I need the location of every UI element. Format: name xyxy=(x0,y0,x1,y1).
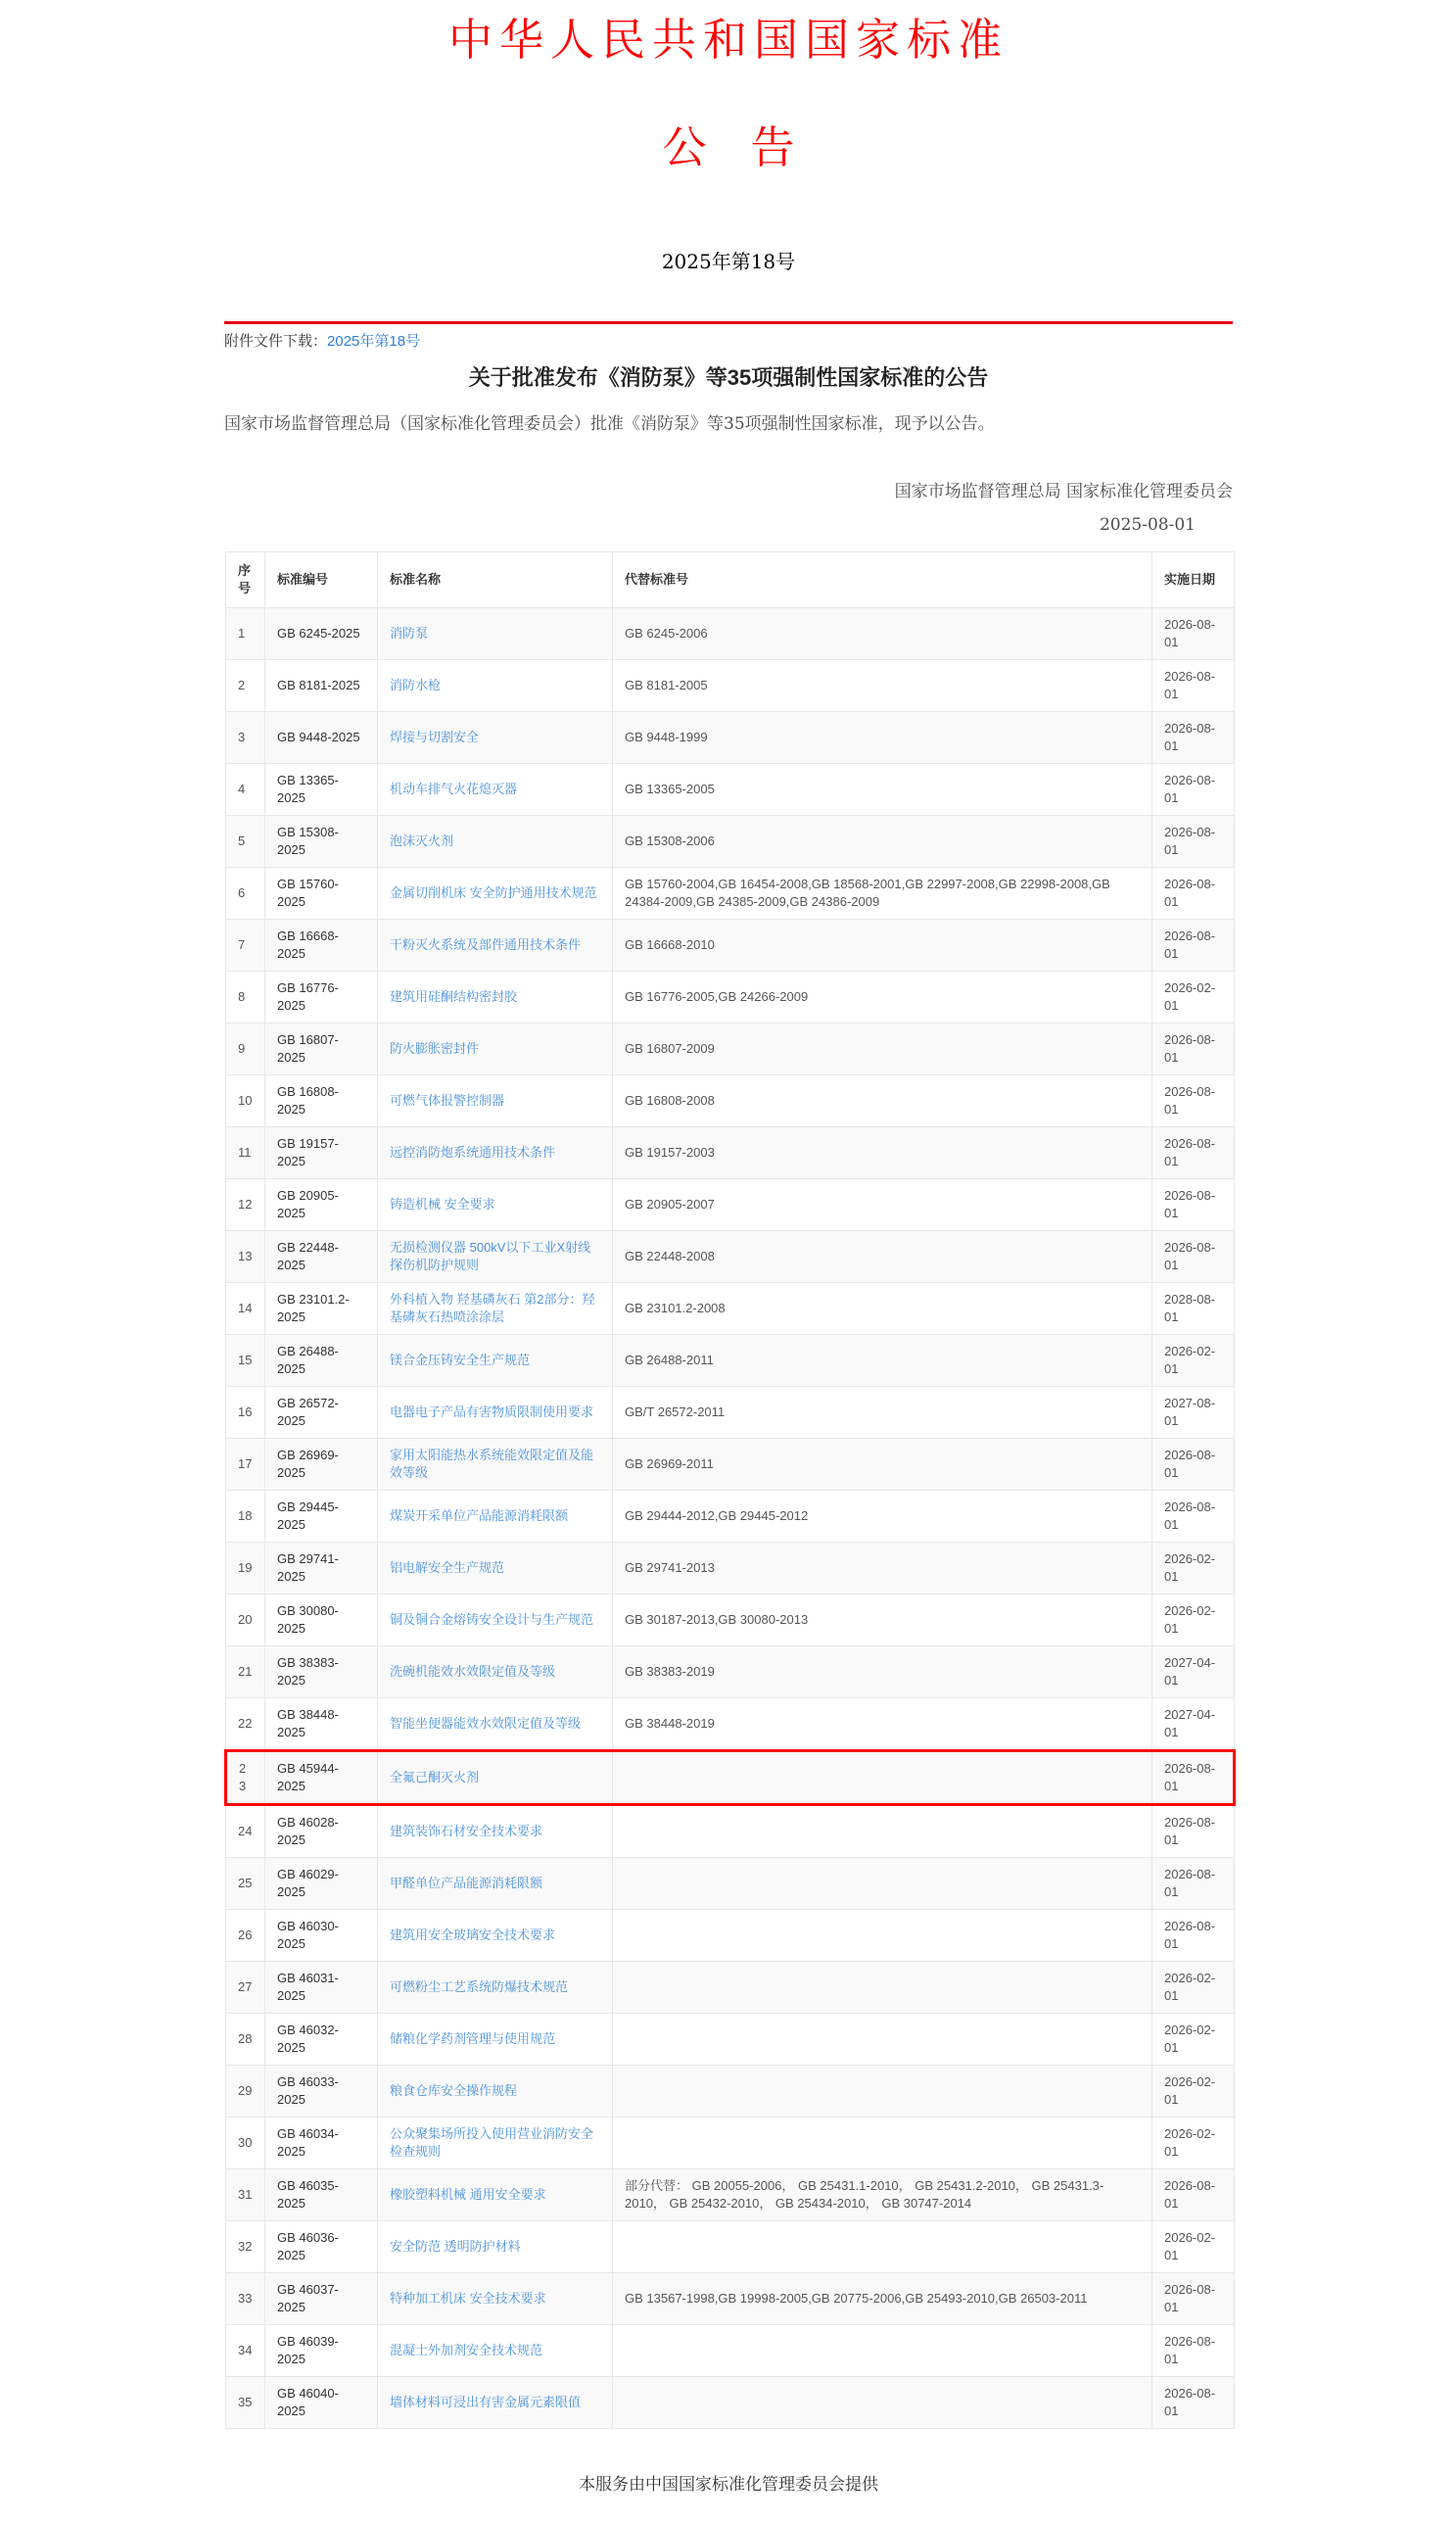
standard-name-link[interactable]: 泡沫灭火剂 xyxy=(390,833,454,848)
standard-code-cell: GB 46035-2025 xyxy=(265,2169,378,2221)
table-row xyxy=(226,816,1235,868)
implementation-date-cell: 2026-08-01 xyxy=(1152,712,1235,764)
row-index-cell: 18 xyxy=(226,1491,265,1543)
implementation-date-cell: 2026-08-01 xyxy=(1152,1805,1235,1858)
table-row xyxy=(226,2377,1235,2429)
implementation-date-cell: 2026-08-01 xyxy=(1152,764,1235,816)
table-row xyxy=(226,1231,1235,1283)
row-index-cell: 9 xyxy=(226,1023,265,1075)
table-row xyxy=(226,1439,1235,1491)
standard-code-cell: GB 46029-2025 xyxy=(265,1858,378,1910)
standard-name-link[interactable]: 消防水枪 xyxy=(390,678,442,692)
row-index-cell: 25 xyxy=(226,1858,265,1910)
replaced-standards-cell: GB/T 26572-2011 xyxy=(613,1387,1152,1439)
standard-name-link[interactable]: 洗碗机能效水效限定值及等级 xyxy=(390,1664,556,1679)
standard-code-cell: GB 46036-2025 xyxy=(265,2221,378,2273)
page-footer: 本服务由中国国家标准化管理委员会提供 xyxy=(579,2475,878,2494)
implementation-date-cell: 2026-02-01 xyxy=(1152,1962,1235,2014)
replaced-standards-cell xyxy=(613,2221,1152,2273)
standard-code-cell: GB 15760-2025 xyxy=(265,868,378,920)
standard-code-cell: GB 29741-2025 xyxy=(265,1543,378,1594)
implementation-date-cell: 2026-02-01 xyxy=(1152,2066,1235,2118)
table-row xyxy=(226,764,1235,816)
standard-name-cell xyxy=(378,1127,613,1179)
row-index-cell: 17 xyxy=(226,1439,265,1491)
table-row xyxy=(226,608,1235,660)
standard-name-cell xyxy=(378,1075,613,1127)
replaced-standards-cell: GB 16776-2005,GB 24266-2009 xyxy=(613,972,1152,1023)
standard-code-cell: GB 46028-2025 xyxy=(265,1805,378,1858)
standard-name-cell xyxy=(378,1387,613,1439)
standard-name-cell xyxy=(378,972,613,1023)
implementation-date-cell: 2026-02-01 xyxy=(1152,1335,1235,1387)
replaced-standards-cell xyxy=(613,2325,1152,2377)
column-header-replaced-standards: 代替标准号 xyxy=(613,552,1152,608)
standard-name-cell xyxy=(378,2169,613,2221)
standard-name-cell xyxy=(378,2118,613,2169)
standard-code-cell: GB 23101.2-2025 xyxy=(265,1283,378,1335)
implementation-date-cell: 2026-08-01 xyxy=(1152,1439,1235,1491)
table-row xyxy=(226,2014,1235,2066)
standard-name-link[interactable]: 电器电子产品有害物质限制使用要求 xyxy=(390,1404,594,1419)
implementation-date-cell: 2026-08-01 xyxy=(1152,1179,1235,1231)
table-row xyxy=(226,2118,1235,2169)
row-index-cell: 16 xyxy=(226,1387,265,1439)
replaced-standards-cell xyxy=(613,1858,1152,1910)
row-index-cell: 6 xyxy=(226,868,265,920)
standard-name-cell xyxy=(378,2377,613,2429)
replaced-standards-cell xyxy=(613,2066,1152,2118)
standard-name-link[interactable]: 甲醛单位产品能源消耗限额 xyxy=(390,1876,543,1890)
standard-name-link[interactable]: 智能坐便器能效水效限定值及等级 xyxy=(390,1716,582,1731)
table-row xyxy=(226,1858,1235,1910)
standard-code-cell: GB 46032-2025 xyxy=(265,2014,378,2066)
table-row xyxy=(226,1335,1235,1387)
row-index-cell: 1 xyxy=(226,608,265,660)
table-row xyxy=(226,1283,1235,1335)
standard-name-cell xyxy=(378,1023,613,1075)
standard-name-link[interactable]: 建筑用硅酮结构密封胶 xyxy=(390,989,518,1004)
implementation-date-cell: 2026-02-01 xyxy=(1152,2118,1235,2169)
standard-code-cell: GB 6245-2025 xyxy=(265,608,378,660)
announcement-heading: 关于批准发布《消防泵》等35项强制性国家标准的公告 xyxy=(468,365,989,390)
row-index-cell: 13 xyxy=(226,1231,265,1283)
standard-name-link[interactable]: 建筑用安全玻璃安全技术要求 xyxy=(390,1927,556,1942)
replaced-standards-cell xyxy=(613,2377,1152,2429)
attachment-download-row xyxy=(224,332,1233,352)
standard-name-cell xyxy=(378,1910,613,1962)
row-index-cell: 21 xyxy=(226,1646,265,1698)
row-index-cell: 35 xyxy=(226,2377,265,2429)
replaced-standards-cell: GB 26969-2011 xyxy=(613,1439,1152,1491)
row-index-cell: 24 xyxy=(226,1805,265,1858)
implementation-date-cell: 2026-08-01 xyxy=(1152,1491,1235,1543)
row-index-cell: 22 xyxy=(226,1698,265,1751)
implementation-date-cell: 2026-02-01 xyxy=(1152,1594,1235,1646)
standard-name-cell xyxy=(378,868,613,920)
standard-code-cell: GB 16808-2025 xyxy=(265,1075,378,1127)
implementation-date-cell: 2026-08-01 xyxy=(1152,1075,1235,1127)
implementation-date-cell: 2026-08-01 xyxy=(1152,660,1235,712)
replaced-standards-cell: GB 22448-2008 xyxy=(613,1231,1152,1283)
standard-name-link[interactable]: 远控消防炮系统通用技术条件 xyxy=(390,1145,556,1160)
replaced-standards-cell xyxy=(613,2118,1152,2169)
standard-name-cell xyxy=(378,816,613,868)
implementation-date-cell: 2026-08-01 xyxy=(1152,1751,1235,1805)
implementation-date-cell: 2027-04-01 xyxy=(1152,1646,1235,1698)
replaced-standards-cell xyxy=(613,1751,1152,1805)
standard-name-cell xyxy=(378,2066,613,2118)
replaced-standards-cell: GB 26488-2011 xyxy=(613,1335,1152,1387)
row-index-cell: 27 xyxy=(226,1962,265,2014)
replaced-standards-cell xyxy=(613,1805,1152,1858)
standard-code-cell: GB 13365-2025 xyxy=(265,764,378,816)
implementation-date-cell: 2026-08-01 xyxy=(1152,2169,1235,2221)
implementation-date-cell: 2026-08-01 xyxy=(1152,608,1235,660)
standard-code-cell: GB 30080-2025 xyxy=(265,1594,378,1646)
standard-code-cell: GB 46030-2025 xyxy=(265,1910,378,1962)
standard-name-cell xyxy=(378,1179,613,1231)
standard-code-cell: GB 46031-2025 xyxy=(265,1962,378,2014)
standard-code-cell: GB 46034-2025 xyxy=(265,2118,378,2169)
red-divider xyxy=(224,321,1233,324)
implementation-date-cell: 2026-08-01 xyxy=(1152,1858,1235,1910)
standards-table xyxy=(224,551,1236,2429)
standard-name-link[interactable]: 特种加工机床 安全技术要求 xyxy=(390,2291,546,2306)
standard-name-link[interactable]: 煤炭开采单位产品能源消耗限额 xyxy=(390,1508,569,1523)
table-row xyxy=(226,2066,1235,2118)
row-index-cell: 8 xyxy=(226,972,265,1023)
column-header-implementation-date: 实施日期 xyxy=(1152,552,1235,608)
table-row xyxy=(226,712,1235,764)
replaced-standards-cell: GB 15308-2006 xyxy=(613,816,1152,868)
standard-code-cell: GB 22448-2025 xyxy=(265,1231,378,1283)
row-index-cell: 26 xyxy=(226,1910,265,1962)
replaced-standards-cell: GB 19157-2003 xyxy=(613,1127,1152,1179)
table-row xyxy=(226,1179,1235,1231)
table-row xyxy=(226,2169,1235,2221)
standard-name-cell xyxy=(378,1335,613,1387)
table-row xyxy=(226,1962,1235,2014)
standard-name-cell xyxy=(378,1543,613,1594)
replaced-standards-cell: GB 38383-2019 xyxy=(613,1646,1152,1698)
standard-name-link[interactable]: 镁合金压铸安全生产规范 xyxy=(390,1353,531,1367)
table-row xyxy=(226,1023,1235,1075)
replaced-standards-cell: GB 30187-2013,GB 30080-2013 xyxy=(613,1594,1152,1646)
standard-name-link[interactable]: 机动车排气火花熄灭器 xyxy=(390,782,518,796)
implementation-date-cell: 2028-08-01 xyxy=(1152,1283,1235,1335)
standard-name-cell xyxy=(378,2273,613,2325)
row-index-cell: 11 xyxy=(226,1127,265,1179)
announcement-subtitle: 公 告 xyxy=(662,121,795,173)
standard-name-cell xyxy=(378,1962,613,2014)
implementation-date-cell: 2026-08-01 xyxy=(1152,1127,1235,1179)
row-index-cell: 31 xyxy=(226,2169,265,2221)
replaced-standards-cell: GB 16807-2009 xyxy=(613,1023,1152,1075)
replaced-standards-cell xyxy=(613,2014,1152,2066)
standard-code-cell: GB 46039-2025 xyxy=(265,2325,378,2377)
table-row xyxy=(226,972,1235,1023)
implementation-date-cell: 2026-08-01 xyxy=(1152,2273,1235,2325)
replaced-standards-cell xyxy=(613,1962,1152,2014)
replaced-standards-cell: GB 13567-1998,GB 19998-2005,GB 20775-2006,GB 25493-2010,GB 26503-2011 xyxy=(613,2273,1152,2325)
standard-name-cell xyxy=(378,2325,613,2377)
table-row xyxy=(226,1127,1235,1179)
table-header-row xyxy=(226,552,1235,608)
replaced-standards-cell xyxy=(613,1910,1152,1962)
standard-name-link[interactable]: 可燃气体报警控制器 xyxy=(390,1093,505,1108)
table-row xyxy=(226,1805,1235,1858)
row-index-cell: 14 xyxy=(226,1283,265,1335)
standard-code-cell: GB 16776-2025 xyxy=(265,972,378,1023)
row-index-cell: 33 xyxy=(226,2273,265,2325)
standard-name-cell xyxy=(378,1805,613,1858)
replaced-standards-cell: GB 16668-2010 xyxy=(613,920,1152,972)
standard-name-cell xyxy=(378,764,613,816)
standard-code-cell: GB 46040-2025 xyxy=(265,2377,378,2429)
standard-name-link[interactable]: 外科植入物 羟基磷灰石 第2部分：羟基磷灰石热喷涂涂层 xyxy=(390,1292,595,1324)
publish-date: 2025-08-01 xyxy=(1099,515,1196,535)
table-row xyxy=(226,2221,1235,2273)
table-row xyxy=(226,1387,1235,1439)
standard-code-cell: GB 16807-2025 xyxy=(265,1023,378,1075)
standard-name-cell xyxy=(378,660,613,712)
standard-code-cell: GB 8181-2025 xyxy=(265,660,378,712)
column-header-standard-code: 标准编号 xyxy=(265,552,378,608)
standard-name-link[interactable]: 无损检测仪器 500kV以下工业X射线探伤机防护规则 xyxy=(390,1240,591,1272)
table-row xyxy=(226,2325,1235,2377)
standard-name-cell xyxy=(378,608,613,660)
row-index-cell: 34 xyxy=(226,2325,265,2377)
row-index-cell: 5 xyxy=(226,816,265,868)
implementation-date-cell: 2027-04-01 xyxy=(1152,1698,1235,1751)
standard-name-link[interactable]: 铸造机械 安全要求 xyxy=(390,1197,495,1212)
replaced-standards-cell: GB 20905-2007 xyxy=(613,1179,1152,1231)
standard-name-cell xyxy=(378,712,613,764)
standard-name-cell xyxy=(378,1646,613,1698)
replaced-standards-cell: GB 23101.2-2008 xyxy=(613,1283,1152,1335)
replaced-standards-cell: GB 6245-2006 xyxy=(613,608,1152,660)
implementation-date-cell: 2027-08-01 xyxy=(1152,1387,1235,1439)
row-index-cell: 3 xyxy=(226,712,265,764)
standard-name-link[interactable]: 干粉灭火系统及部件通用技术条件 xyxy=(390,937,582,952)
replaced-standards-cell: GB 29444-2012,GB 29445-2012 xyxy=(613,1491,1152,1543)
standard-code-cell: GB 26488-2025 xyxy=(265,1335,378,1387)
implementation-date-cell: 2026-08-01 xyxy=(1152,1910,1235,1962)
implementation-date-cell: 2026-08-01 xyxy=(1152,2377,1235,2429)
standard-name-link[interactable]: 防火膨胀密封件 xyxy=(390,1041,480,1056)
implementation-date-cell: 2026-08-01 xyxy=(1152,1231,1235,1283)
standard-code-cell: GB 38383-2025 xyxy=(265,1646,378,1698)
announcement-body: 国家市场监督管理总局（国家标准化管理委员会）批准《消防泵》等35项强制性国家标准，现予以公告。 xyxy=(224,414,995,434)
replaced-standards-cell: GB 16808-2008 xyxy=(613,1075,1152,1127)
row-index-cell: 23 xyxy=(226,1751,265,1805)
standard-name-cell xyxy=(378,1594,613,1646)
standard-code-cell: GB 38448-2025 xyxy=(265,1698,378,1751)
row-index-cell: 19 xyxy=(226,1543,265,1594)
standard-name-link[interactable]: 粮食仓库安全操作规程 xyxy=(390,2083,518,2098)
standard-code-cell: GB 45944-2025 xyxy=(265,1751,378,1805)
row-index-cell: 15 xyxy=(226,1335,265,1387)
standard-name-link[interactable]: 可燃粉尘工艺系统防爆技术规范 xyxy=(390,1979,569,1994)
issuing-authority: 国家市场监督管理总局 国家标准化管理委员会 xyxy=(894,482,1233,501)
table-row-highlighted xyxy=(226,1751,1235,1805)
standard-name-link[interactable]: 家用太阳能热水系统能效限定值及能效等级 xyxy=(390,1448,594,1480)
standard-name-cell xyxy=(378,2014,613,2066)
table-row xyxy=(226,1646,1235,1698)
table-row xyxy=(226,1543,1235,1594)
table-row xyxy=(226,1594,1235,1646)
standard-name-link[interactable]: 金属切削机床 安全防护通用技术规范 xyxy=(390,885,597,900)
standard-name-link[interactable]: 焊接与切割安全 xyxy=(390,730,480,744)
implementation-date-cell: 2026-08-01 xyxy=(1152,1023,1235,1075)
implementation-date-cell: 2026-02-01 xyxy=(1152,1543,1235,1594)
row-index-cell: 12 xyxy=(226,1179,265,1231)
standard-name-link[interactable]: 全氟己酮灭火剂 xyxy=(390,1770,480,1784)
row-index-cell: 20 xyxy=(226,1594,265,1646)
implementation-date-cell: 2026-08-01 xyxy=(1152,2325,1235,2377)
row-index-cell: 2 xyxy=(226,660,265,712)
implementation-date-cell: 2026-08-01 xyxy=(1152,816,1235,868)
standard-code-cell: GB 19157-2025 xyxy=(265,1127,378,1179)
standard-code-cell: GB 16668-2025 xyxy=(265,920,378,972)
standard-code-cell: GB 26572-2025 xyxy=(265,1387,378,1439)
table-row xyxy=(226,1491,1235,1543)
standards-table-body xyxy=(226,608,1235,2429)
standard-name-cell xyxy=(378,1698,613,1751)
standard-name-cell xyxy=(378,2221,613,2273)
standard-name-link[interactable]: 消防泵 xyxy=(390,626,429,641)
implementation-date-cell: 2026-02-01 xyxy=(1152,2014,1235,2066)
attachment-link[interactable]: 2025年第18号 xyxy=(327,333,421,350)
column-header-standard-name: 标准名称 xyxy=(378,552,613,608)
table-row xyxy=(226,660,1235,712)
standard-code-cell: GB 46037-2025 xyxy=(265,2273,378,2325)
standard-code-cell: GB 15308-2025 xyxy=(265,816,378,868)
replaced-standards-cell: GB 9448-1999 xyxy=(613,712,1152,764)
replaced-standards-cell: GB 29741-2013 xyxy=(613,1543,1152,1594)
announcement-page xyxy=(224,0,1233,2522)
standard-name-link[interactable]: 墙体材料可浸出有害金属元素限值 xyxy=(390,2395,582,2409)
standard-name-cell xyxy=(378,1283,613,1335)
standard-name-cell xyxy=(378,1751,613,1805)
row-index-cell: 32 xyxy=(226,2221,265,2273)
standard-name-cell xyxy=(378,920,613,972)
issue-number: 2025年第18号 xyxy=(661,250,796,273)
standard-name-cell xyxy=(378,1858,613,1910)
row-index-cell: 30 xyxy=(226,2118,265,2169)
table-row xyxy=(226,1698,1235,1751)
page-title: 中华人民共和国国家标准 xyxy=(447,14,1009,66)
row-index-cell: 4 xyxy=(226,764,265,816)
standard-name-cell xyxy=(378,1439,613,1491)
implementation-date-cell: 2026-02-01 xyxy=(1152,2221,1235,2273)
table-row xyxy=(226,920,1235,972)
replaced-standards-cell: GB 8181-2005 xyxy=(613,660,1152,712)
implementation-date-cell: 2026-02-01 xyxy=(1152,972,1235,1023)
standard-name-link[interactable]: 橡胶塑料机械 通用安全要求 xyxy=(390,2187,546,2202)
replaced-standards-cell: 部分代替： GB 20055-2006， GB 25431.1-2010， GB 25431.2-2010， GB 25431.3-2010， GB 25432-2010， GB 25434-2010， GB 30747-2014 xyxy=(613,2169,1152,2221)
table-row xyxy=(226,868,1235,920)
attachment-label: 附件文件下载： xyxy=(224,333,328,350)
standard-name-link[interactable]: 铜及铜合金熔铸安全设计与生产规范 xyxy=(390,1612,594,1627)
table-row xyxy=(226,1910,1235,1962)
standard-code-cell: GB 9448-2025 xyxy=(265,712,378,764)
implementation-date-cell: 2026-08-01 xyxy=(1152,920,1235,972)
table-row xyxy=(226,1075,1235,1127)
standard-code-cell: GB 20905-2025 xyxy=(265,1179,378,1231)
standard-code-cell: GB 29445-2025 xyxy=(265,1491,378,1543)
standard-name-cell xyxy=(378,1231,613,1283)
implementation-date-cell: 2026-08-01 xyxy=(1152,868,1235,920)
table-row xyxy=(226,2273,1235,2325)
row-index-cell: 29 xyxy=(226,2066,265,2118)
standard-name-link[interactable]: 公众聚集场所投入使用营业消防安全检查规则 xyxy=(390,2126,594,2159)
standard-name-link[interactable]: 安全防范 透明防护材料 xyxy=(390,2239,521,2254)
standard-name-cell xyxy=(378,1491,613,1543)
standard-name-link[interactable]: 铝电解安全生产规范 xyxy=(390,1560,505,1575)
row-index-cell: 7 xyxy=(226,920,265,972)
standard-code-cell: GB 46033-2025 xyxy=(265,2066,378,2118)
column-header-index: 序号 xyxy=(226,552,265,608)
standard-code-cell: GB 26969-2025 xyxy=(265,1439,378,1491)
replaced-standards-cell: GB 38448-2019 xyxy=(613,1698,1152,1751)
row-index-cell: 28 xyxy=(226,2014,265,2066)
standard-name-link[interactable]: 建筑装饰石材安全技术要求 xyxy=(390,1824,543,1838)
standard-name-link[interactable]: 混凝土外加剂安全技术规范 xyxy=(390,2343,543,2357)
replaced-standards-cell: GB 15760-2004,GB 16454-2008,GB 18568-2001,GB 22997-2008,GB 22998-2008,GB 24384-2009,GB 24385-2009,GB 24386-2009 xyxy=(613,868,1152,920)
standard-name-link[interactable]: 储粮化学药剂管理与使用规范 xyxy=(390,2031,556,2046)
row-index-cell: 10 xyxy=(226,1075,265,1127)
replaced-standards-cell: GB 13365-2005 xyxy=(613,764,1152,816)
